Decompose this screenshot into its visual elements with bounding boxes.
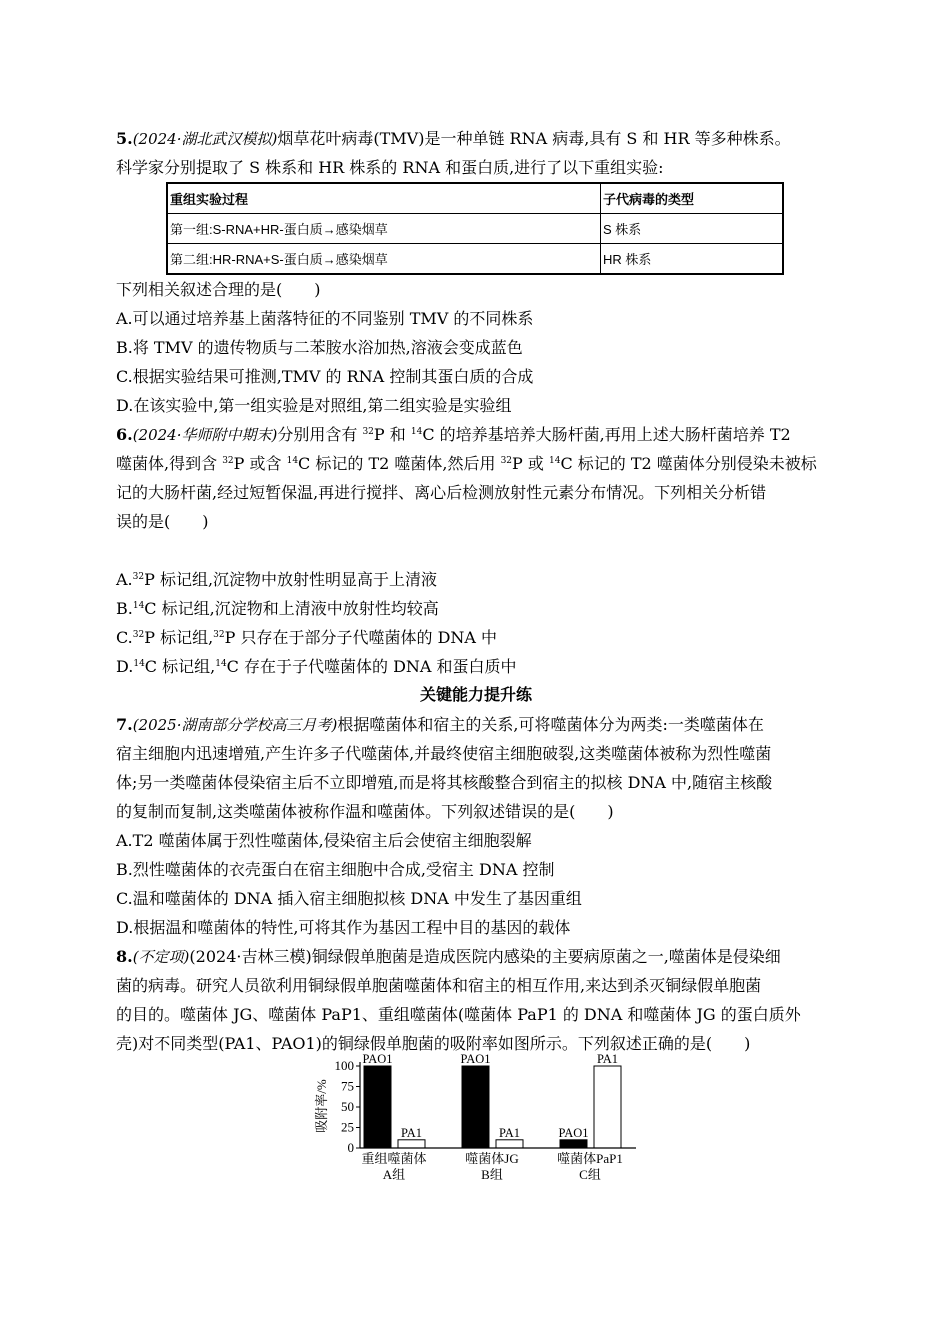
option-letter: A. bbox=[116, 570, 133, 589]
option-text: C 标记组,沉淀物和上清液中放射性均较高 bbox=[144, 599, 439, 618]
y-tick-label: 0 bbox=[347, 1140, 354, 1155]
q6-text: P 或含 bbox=[233, 454, 287, 473]
q7-line-1 bbox=[116, 710, 836, 739]
bar-label: PAO1 bbox=[460, 1052, 491, 1066]
table-header-row bbox=[167, 183, 783, 214]
q6-text: 分别用含有 bbox=[277, 425, 363, 444]
q6-option-d bbox=[116, 652, 836, 681]
q7-option-d: D.根据温和噬菌体的特性,可将其作为基因工程中目的基因的载体 bbox=[116, 918, 571, 937]
y-tick-label: 50 bbox=[341, 1099, 354, 1114]
option-text: C 标记组, bbox=[144, 657, 216, 676]
q7-number: 7. bbox=[116, 715, 133, 734]
option-letter: C. bbox=[116, 628, 133, 647]
y-tick-label: 75 bbox=[341, 1078, 354, 1094]
section-title: 关键能力提升练 bbox=[419, 687, 532, 704]
spacer bbox=[116, 536, 836, 565]
bar-label: PA1 bbox=[596, 1052, 619, 1066]
group-label: B组 bbox=[481, 1167, 503, 1182]
q6-line-1 bbox=[116, 420, 836, 449]
q5-source: (2024·湖北武汉模拟) bbox=[132, 130, 278, 148]
group-name: 重组噬菌体 bbox=[361, 1151, 427, 1166]
y-tick-label: 25 bbox=[341, 1119, 354, 1135]
bar-pao1 bbox=[364, 1066, 391, 1148]
table-cell: 第一组:S-RNA+HR-蛋白质→感染烟草 bbox=[167, 214, 601, 244]
q7-option-a: A.T2 噬菌体属于烈性噬菌体,侵染宿主后会使宿主细胞裂解 bbox=[116, 831, 532, 850]
q6-text: C 标记的 T2 噬菌体分别侵染未被标 bbox=[560, 454, 817, 473]
isotope-mass: 32 bbox=[222, 456, 234, 466]
q5-line-1 bbox=[116, 124, 836, 153]
q6-text: P 或 bbox=[512, 454, 549, 473]
recombination-table bbox=[166, 182, 784, 275]
q7-option-c: C.温和噬菌体的 DNA 插入宿主细胞拟核 DNA 中发生了基因重组 bbox=[116, 889, 582, 908]
bar-label: PAO1 bbox=[362, 1052, 393, 1066]
q6-source: (2024·华师附中期末) bbox=[132, 426, 278, 444]
q5-line-2: 科学家分别提取了 S 株系和 HR 株系的 RNA 和蛋白质,进行了以下重组实验: bbox=[116, 158, 664, 177]
q6-line-4: 误的是( ) bbox=[116, 512, 209, 531]
q7-option-b: B.烈性噬菌体的衣壳蛋白在宿主细胞中合成,受宿主 DNA 控制 bbox=[116, 860, 555, 879]
q6-text: C 标记的 T2 噬菌体,然后用 bbox=[298, 454, 501, 473]
y-tick-label: 100 bbox=[334, 1058, 354, 1073]
q6-number: 6. bbox=[116, 425, 133, 444]
bar-pao1 bbox=[462, 1066, 489, 1148]
y-axis-label: 吸附率/% bbox=[314, 1079, 329, 1133]
isotope-mass: 32 bbox=[213, 630, 225, 640]
q7-line-4: 的复制而复制,这类噬菌体被称作温和噬菌体。下列叙述错误的是( ) bbox=[116, 802, 614, 821]
q8-line-4: 壳)对不同类型(PA1、PAO1)的铜绿假单胞菌的吸附率如图所示。下列叙述正确的是( ) bbox=[116, 1034, 751, 1053]
q5-option-c: C.根据实验结果可推测,TMV 的 RNA 控制其蛋白质的合成 bbox=[116, 367, 534, 386]
group-name: 噬菌体JG bbox=[465, 1151, 519, 1166]
bar-label: PAO1 bbox=[558, 1125, 589, 1140]
isotope-mass: 14 bbox=[133, 659, 145, 669]
table-row bbox=[167, 214, 783, 244]
group-label: C组 bbox=[579, 1167, 601, 1182]
q6-option-c bbox=[116, 623, 836, 652]
isotope-mass: 32 bbox=[500, 456, 513, 466]
bar-label: PA1 bbox=[400, 1125, 423, 1140]
option-text: C 存在于子代噬菌体的 DNA 和蛋白质中 bbox=[226, 657, 517, 676]
q5-stem-1: 烟草花叶病毒(TMV)是一种单链 RNA 病毒,具有 S 和 HR 等多种株系。 bbox=[277, 129, 791, 148]
q6-option-a bbox=[116, 565, 836, 594]
q5-ask: 下列相关叙述合理的是( ) bbox=[116, 280, 321, 299]
q8-number: 8. bbox=[116, 947, 133, 966]
q6-line-3: 记的大肠杆菌,经过短暂保温,再进行搅拌、离心后检测放射性元素分布情况。下列相关分析错 bbox=[116, 483, 767, 502]
table-cell: 第二组:HR-RNA+S-蛋白质→感染烟草 bbox=[167, 244, 601, 275]
q8-line-2: 菌的病毒。研究人员欲利用铜绿假单胞菌噬菌体和宿主的相互作用,来达到杀灭铜绿假单胞菌 bbox=[116, 976, 762, 995]
bar-pa1 bbox=[398, 1140, 425, 1148]
table-row bbox=[167, 244, 783, 275]
q5-number: 5. bbox=[116, 129, 133, 148]
q6-line-2 bbox=[116, 449, 836, 478]
adsorption-bar-chart bbox=[313, 1052, 643, 1182]
q7-line-2: 宿主细胞内迅速增殖,产生许多子代噬菌体,并最终使宿主细胞破裂,这类噬菌体被称为烈性噬菌 bbox=[116, 744, 772, 763]
option-letter: B. bbox=[116, 599, 133, 618]
option-text: P 标记组,沉淀物中放射性明显高于上清液 bbox=[144, 570, 438, 589]
q7-line-3: 体;另一类噬菌体侵染宿主后不立即增殖,而是将其核酸整合到宿主的拟核 DNA 中,随宿主核酸 bbox=[116, 773, 773, 792]
q5-option-d: D.在该实验中,第一组实验是对照组,第二组实验是实验组 bbox=[116, 396, 512, 415]
q5-option-b: B.将 TMV 的遗传物质与二苯胺水浴加热,溶液会变成蓝色 bbox=[116, 338, 523, 357]
table-cell: HR 株系 bbox=[601, 244, 784, 275]
bars bbox=[362, 1052, 621, 1148]
isotope-mass: 14 bbox=[286, 456, 299, 466]
group-label: A组 bbox=[382, 1167, 406, 1182]
q6-text: C 的培养基培养大肠杆菌,再用上述大肠杆菌培养 T2 bbox=[422, 425, 791, 444]
q7-source: (2025·湖南部分学校高三月考) bbox=[132, 716, 338, 734]
bar-pao1 bbox=[560, 1140, 587, 1148]
table-header-type: 子代病毒的类型 bbox=[601, 183, 784, 214]
q7-text: 根据噬菌体和宿主的关系,可将噬菌体分为两类:一类噬菌体在 bbox=[337, 715, 764, 734]
isotope-mass: 14 bbox=[548, 456, 561, 466]
q6-text: P 和 bbox=[373, 425, 411, 444]
option-text: P 只存在于部分子代噬菌体的 DNA 中 bbox=[224, 628, 498, 647]
y-ticks bbox=[335, 1058, 361, 1155]
q8-source: (不定项) bbox=[132, 948, 190, 966]
isotope-mass: 32 bbox=[132, 572, 145, 582]
q6-option-b bbox=[116, 594, 836, 623]
option-text: P 标记组, bbox=[144, 628, 214, 647]
x-labels bbox=[361, 1151, 622, 1182]
isotope-mass: 14 bbox=[410, 427, 423, 437]
q8-text: (2024·吉林三模)铜绿假单胞菌是造成医院内感染的主要病原菌之一,噬菌体是侵染细 bbox=[189, 947, 781, 966]
isotope-mass: 14 bbox=[132, 601, 145, 611]
isotope-mass: 32 bbox=[132, 630, 145, 640]
q5-option-a: A.可以通过培养基上菌落特征的不同鉴别 TMV 的不同株系 bbox=[116, 309, 534, 328]
q6-text: 噬菌体,得到含 bbox=[116, 454, 223, 473]
q8-line-3: 的目的。噬菌体 JG、噬菌体 PaP1、重组噬菌体(噬菌体 PaP1 的 DNA 和噬菌体 JG 的蛋白质外 bbox=[116, 1005, 801, 1024]
worksheet-page bbox=[116, 124, 836, 1058]
bar-pa1 bbox=[496, 1140, 523, 1148]
bar-pa1 bbox=[594, 1066, 621, 1148]
table-header-process: 重组实验过程 bbox=[167, 183, 601, 214]
isotope-mass: 14 bbox=[215, 659, 227, 669]
table-cell: S 株系 bbox=[601, 214, 784, 244]
q8-line-1 bbox=[116, 942, 836, 971]
group-name: 噬菌体PaP1 bbox=[557, 1151, 623, 1166]
bar-label: PA1 bbox=[498, 1125, 521, 1140]
isotope-mass: 32 bbox=[362, 427, 374, 437]
option-letter: D. bbox=[116, 657, 134, 676]
